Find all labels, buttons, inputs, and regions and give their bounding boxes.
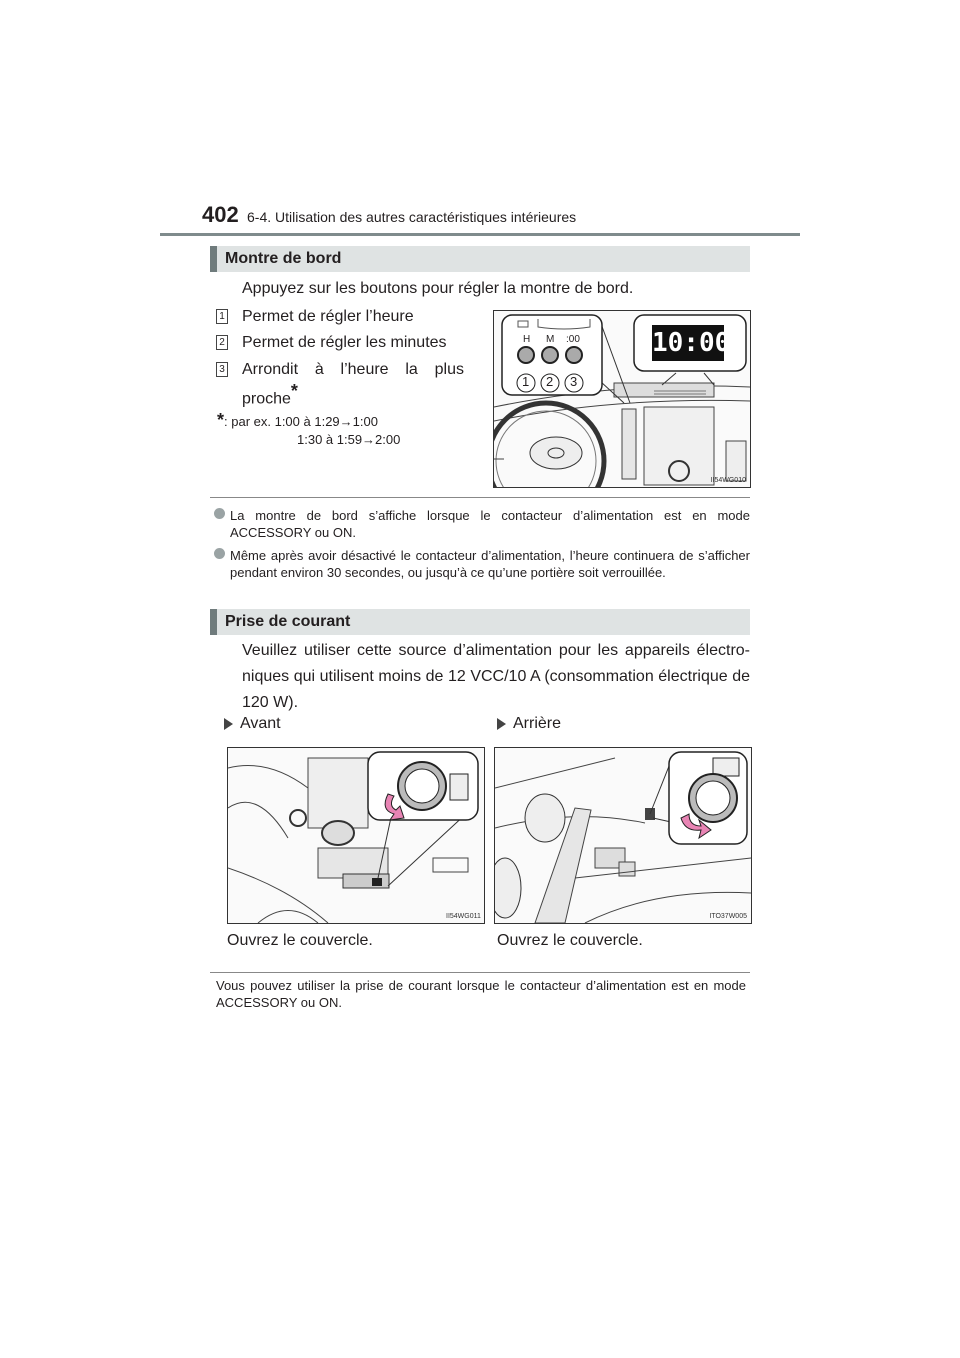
triangle-icon [224, 718, 233, 730]
caption-rear: Ouvrez le couvercle. [497, 932, 643, 949]
divider [210, 497, 750, 498]
bullet-icon [214, 548, 225, 559]
list-item-3 [216, 361, 464, 379]
header-rule [160, 233, 800, 236]
note-2: Même après avoir désactivé le contacteur d’alimentation, l’heure continuera de s’afficher pendant environ 30 secondes, ou jusqu’à ce qu’une portière soit verrouillée. [214, 547, 750, 581]
item-text: Permet de régler l’heure [242, 308, 414, 325]
figure-rear-outlet [494, 747, 752, 924]
figure-front-outlet [227, 747, 485, 924]
figure-code: ITO37W005 [709, 913, 747, 920]
triangle-icon [497, 718, 506, 730]
item-text: Arrondit à l’heure la plus [242, 361, 464, 378]
label-front: Avant [224, 715, 281, 733]
figure-code: II54WG010 [710, 477, 746, 484]
item-number: 3 [216, 362, 228, 377]
label-rear: Arrière [497, 715, 561, 733]
clock-display: 10:00 [652, 328, 731, 358]
running-title: 6-4. Utilisation des autres caractéristiques intérieures [247, 209, 577, 225]
list-item-3-cont: proche* [242, 381, 298, 408]
front-console-illustration [228, 748, 484, 923]
section-intro: Veuillez utiliser cette source d’alimentation pour les appareils électro-niques qui utilisent moins de 12 VCC/10 A (consommation électrique de 120 W). [242, 642, 750, 711]
section-header-prise [210, 609, 750, 635]
figure-clock: H M :00 1 2 3 10:00 II54WG010 [493, 310, 751, 488]
footnote-line2: 1:30 à 1:59→2:00 [297, 432, 401, 447]
rear-console-illustration [495, 748, 751, 923]
item-number: 2 [216, 335, 228, 350]
section-intro: Appuyez sur les boutons pour régler la montre de bord. [242, 280, 634, 297]
list-item-2 [216, 334, 447, 352]
section-title: Montre de bord [225, 250, 342, 267]
bullet-icon [214, 508, 225, 519]
figure-code: II54WG011 [446, 913, 481, 920]
list-item-1 [216, 308, 414, 326]
section-header-montre [210, 246, 750, 272]
caption-front: Ouvrez le couvercle. [227, 932, 373, 949]
item-text: Permet de régler les minutes [242, 334, 447, 351]
outlet-note: Vous pouvez utiliser la prise de courant lorsque le contacteur d’alimentation est en mode ACCESSORY ou ON. [216, 978, 746, 1010]
note-1: La montre de bord s’affiche lorsque le contacteur d’alimentation est en mode ACCESSORY ou ON. [214, 507, 750, 541]
item-number: 1 [216, 309, 228, 324]
section-title: Prise de courant [225, 613, 351, 630]
divider [210, 972, 750, 973]
page-number: 402 [202, 202, 239, 227]
footnote-marker: * [290, 381, 298, 401]
footnote: *: par ex. 1:00 à 1:29→1:00 [217, 410, 378, 430]
